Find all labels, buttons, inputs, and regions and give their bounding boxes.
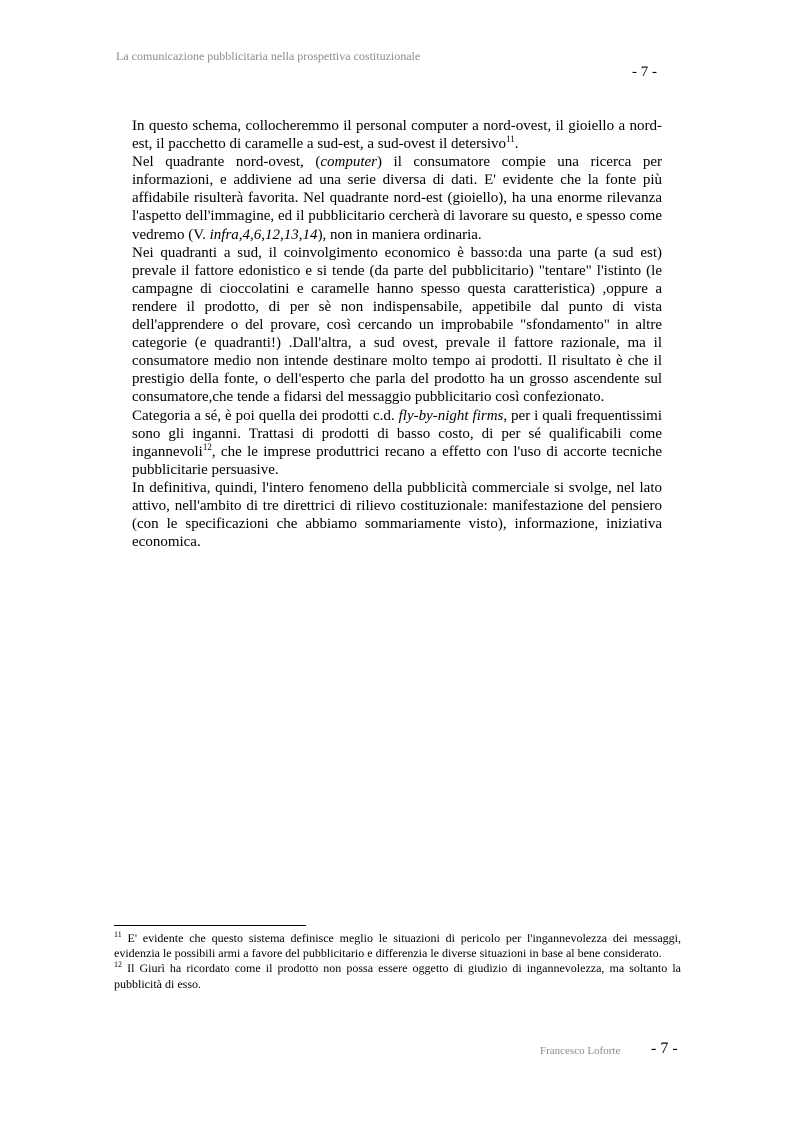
paragraph-5: In definitiva, quindi, l'intero fenomeno della pubblicità commerciale si svolge, nel lato attivo, nell'ambito di tre direttrici di rilievo costituzionale: manifestazione del pensiero (con le specificazioni che abbiamo sommariamente visto), informazione, iniziativa economica. — [132, 479, 662, 551]
footnote-ref-11: 11 — [506, 134, 515, 145]
page-number-bottom: - 7 - — [651, 1040, 678, 1057]
page-number-top: - 7 - — [632, 64, 657, 80]
footnote-ref-12: 12 — [202, 441, 212, 452]
running-header: La comunicazione pubblicitaria nella prospettiva costituzionale — [116, 49, 421, 63]
paragraph-1: In questo schema, collocheremmo il personal computer a nord-ovest, il gioiello a nord-est, il pacchetto di caramelle a sud-est, a sud-ovest il detersivo$^{11}$. — [132, 118, 662, 153]
footnote-11: $^{11}$ E' evidente che questo sistema definisce meglio le situazioni di pericolo per l'ingannevolezza dei messaggi, evidenzia le possibili armi a favore del pubblicitario e differenzia le diverse situazioni in base al bene considerato. — [114, 930, 681, 961]
body-text — [132, 117, 662, 551]
paragraph-4: Categoria a sé, è poi quella dei prodotti c.d. fly-by-night firms, per i quali frequentissimi sono gli inganni. Trattasi di prodotti di basso costo, di per sé qualificabili come ingannevoli$^{12}$, che le imprese produttrici recano a effetto con l'uso di accorte tecniche pubblicitarie persuasive. — [132, 407, 663, 478]
footnotes — [114, 931, 681, 992]
footnote-12: $^{12}$ Il Giurì ha ricordato come il prodotto non possa essere oggetto di giudizio di ingannevolezza, ma soltanto la pubblicità di esso. — [114, 960, 681, 991]
footnote-separator — [114, 925, 306, 926]
paragraph-2: Nel quadrante nord-ovest, (computer) il consumatore compie una ricerca per informazioni, e addiviene ad una serie diversa di dati. E' evidente che la fonte più affidabile risulterà favorita. Nel quadrante nord-est (gioiello), ha una enorme rilevanza l'aspetto dell'immagine, ed il pubblicitario cercherà di lavorare su questo, e spesso come vedremo (V. infra,4,6,12,13,14), non in maniera ordinaria. — [132, 154, 662, 243]
footer-author: Francesco Loforte — [540, 1045, 621, 1057]
paragraph-3: Nei quadranti a sud, il coinvolgimento economico è basso:da una parte (a sud est) prevale il fattore edonistico e si tende (da parte del pubblicitario) "tentare" l'istinto (le campagne di cioccolatini e caramelle hanno spesso questa caratteristica) ,oppure a rendere il prodotto, di per sè non indispensabile, appetibile dal punto di vista dell'apprendere o del provare, così cercando un improbabile "sfondamento" in altre categorie (e quadranti!) .Dall'altra, a sud ovest, prevale il fattore razionale, ma il consumatore medio non intende destinare molto tempo ai prodotti. Il risultato è che il prestigio della fonte, o dell'esperto che parla del prodotto ha un grosso ascendente sul consumatore,che tende a fidarsi del messaggio pubblicitario così confezionato. — [132, 244, 662, 406]
